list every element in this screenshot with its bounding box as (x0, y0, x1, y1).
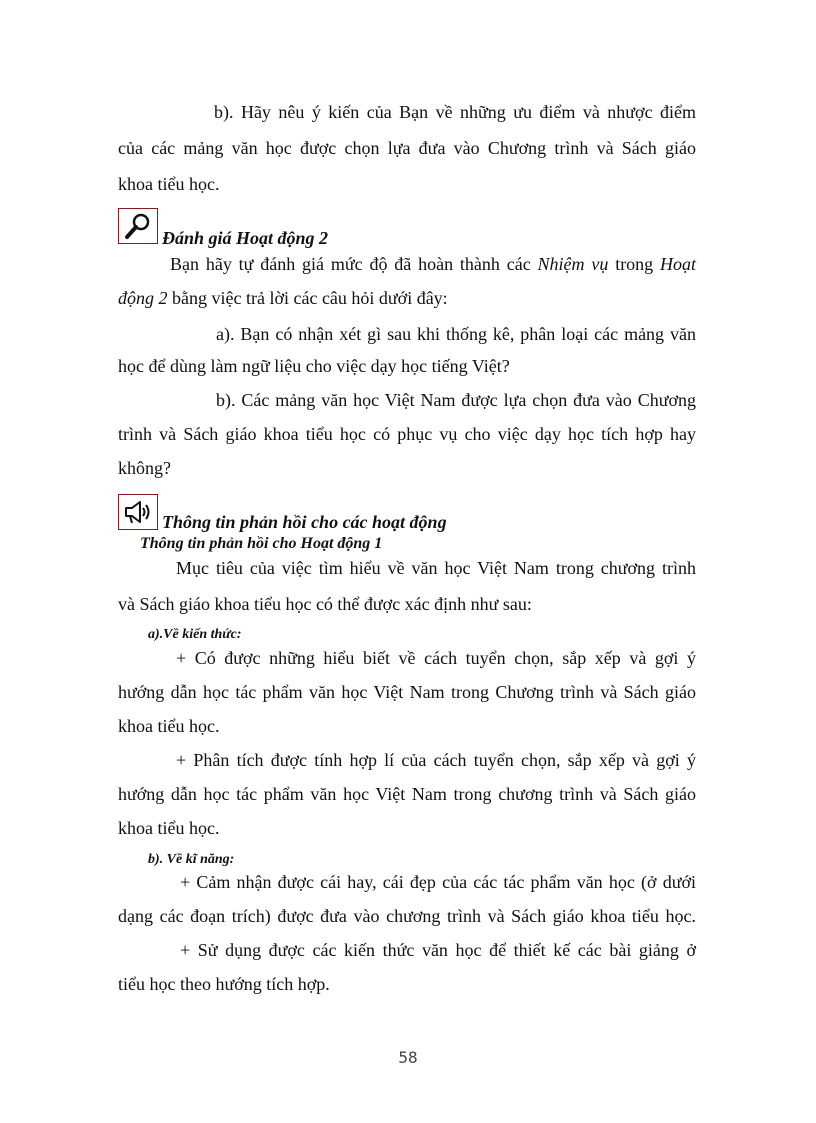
eval-intro-line2: động 2 bằng việc trả lời các câu hỏi dưới đây: (118, 288, 448, 308)
megaphone-icon (118, 494, 158, 530)
s2-line1: + Sử dụng được các kiến thức văn học để thiết kế các bài giảng ở (180, 940, 696, 960)
page-number: 58 (398, 1048, 418, 1067)
feedback-intro-line2: và Sách giáo khoa tiểu học có thể được xác định như sau: (118, 594, 532, 614)
s1-line2: dạng các đoạn trích) được đưa vào chương trình và Sách giáo khoa tiểu học. (118, 906, 696, 926)
k1-line2: hướng dẫn học tác phẩm văn học Việt Nam trong Chương trình và Sách giáo (118, 682, 696, 702)
eval-intro-line1: Bạn hãy tự đánh giá mức độ đã hoàn thành các Nhiệm vụ trong Hoạt (170, 254, 697, 274)
k2-line3: khoa tiểu học. (118, 818, 220, 838)
k2-line2: hướng dẫn học tác phẩm văn học Việt Nam trong chương trình và Sách giáo (118, 784, 696, 804)
para1-line3: khoa tiểu học. (118, 174, 220, 194)
k1-line3: khoa tiểu học. (118, 716, 220, 736)
section-eval-title: Đánh giá Hoạt động 2 (162, 228, 329, 248)
s1-line1: + Cảm nhận được cái hay, cái đẹp của các tác phẩm văn học (ở dưới (180, 872, 696, 892)
section-feedback-title: Thông tin phản hồi cho các hoạt động (162, 512, 447, 532)
k1-line1: + Có được những hiểu biết về cách tuyển chọn, sắp xếp và gợi ý (176, 648, 696, 668)
magnifier-icon (118, 208, 158, 244)
skills-label: b). Về kĩ năng: (148, 852, 235, 867)
eval-qb-line1: b). Các mảng văn học Việt Nam được lựa chọn đưa vào Chương (216, 390, 696, 410)
eval-qb-line2: trình và Sách giáo khoa tiểu học có phục vụ cho việc dạy học tích hợp hay (118, 424, 696, 444)
eval-qb-line3: không? (118, 458, 171, 478)
eval-qa-line2: học để dùng làm ngữ liệu cho việc dạy học tiếng Việt? (118, 356, 510, 376)
k2-line1: + Phân tích được tính hợp lí của cách tuyển chọn, sắp xếp và gợi ý (176, 750, 696, 770)
feedback-subtitle: Thông tin phản hồi cho Hoạt động 1 (140, 535, 383, 552)
feedback-intro-line1: Mục tiêu của việc tìm hiểu về văn học Việt Nam trong chương trình (176, 558, 696, 578)
eval-qa-line1: a). Bạn có nhận xét gì sau khi thống kê, phân loại các mảng văn (216, 324, 696, 344)
para1-line1: b). Hãy nêu ý kiến của Bạn về những ưu điểm và nhược điểm (214, 102, 696, 122)
knowledge-label: a).Về kiến thức: (148, 627, 242, 642)
para1-line2: của các mảng văn học được chọn lựa đưa vào Chương trình và Sách giáo (118, 138, 696, 158)
s2-line2: tiểu học theo hướng tích hợp. (118, 974, 330, 994)
